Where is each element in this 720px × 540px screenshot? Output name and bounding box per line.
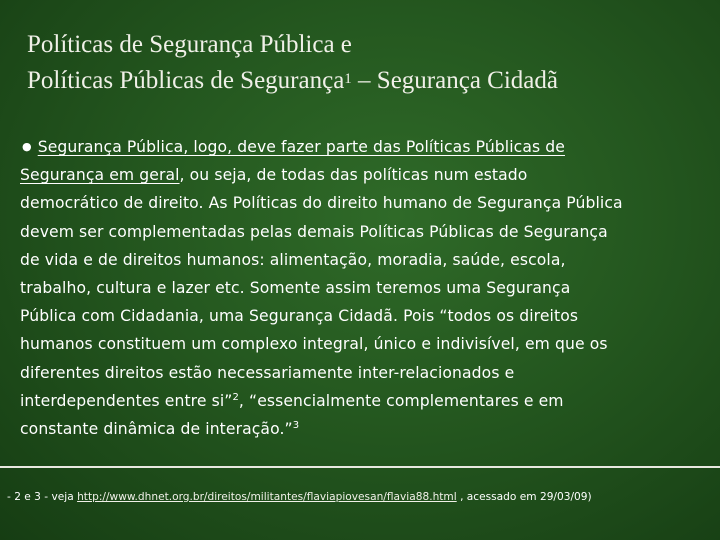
bullet-text: , “essencialmente complementares e em [238, 391, 564, 410]
bullet-text: constante dinâmica de interação.” [20, 420, 293, 439]
footnote-ref-2: 2 [232, 391, 239, 403]
bullet-text: , ou seja, de todas das políticas num estado [179, 166, 528, 185]
bullet-line: democrático de direito. As Políticas do direito humano de Segurança Pública [20, 194, 623, 213]
bullet-icon: ● [22, 140, 32, 153]
bullet-paragraph [20, 133, 710, 443]
bullet-line: humanos constituem um complexo integral, único e indivisível, em que os [20, 335, 608, 354]
title-line-2-tail: – Segurança Cidadã [351, 67, 558, 94]
footnote-suffix: , acessado em 29/03/09) [456, 491, 592, 503]
bullet-text: Segurança Pública, logo, deve fazer parte das Políticas Públicas de [37, 138, 565, 156]
footnote [7, 490, 717, 504]
bullet-text: interdependentes entre si” [20, 391, 233, 410]
title-line-1: Políticas de Segurança Pública e [27, 31, 352, 58]
bullet-line [20, 133, 710, 161]
slide-title [27, 27, 717, 99]
title-line-2 [27, 63, 717, 99]
footnote-ref-3: 3 [292, 420, 300, 432]
underlined-phrase: Segurança em geral [20, 166, 180, 185]
bullet-line: devem ser complementadas pelas demais Políticas Públicas de Segurança [20, 222, 608, 241]
bullet-line [20, 415, 710, 443]
footnote-link[interactable]: http://www.dhnet.org.br/direitos/militantes/flaviapiovesan/flavia88.html [77, 491, 457, 503]
footnote-prefix: - 2 e 3 - veja [7, 491, 78, 503]
title-line-2-text: Políticas Públicas de Segurança [27, 67, 345, 94]
bullet-line [20, 161, 710, 189]
bullet-line: Pública com Cidadania, uma Segurança Cidadã. Pois “todos os direitos [20, 307, 579, 326]
bullet-line: de vida e de direitos humanos: alimentação, moradia, saúde, escola, [20, 250, 566, 269]
bullet-line [20, 387, 710, 415]
bullet-line: diferentes direitos estão necessariamente inter-relacionados e [20, 363, 515, 382]
bullet-line: trabalho, cultura e lazer etc. Somente assim teremos uma Segurança [20, 279, 571, 298]
footnote-divider [0, 466, 720, 468]
title-footnote-ref: 1 [344, 71, 352, 87]
